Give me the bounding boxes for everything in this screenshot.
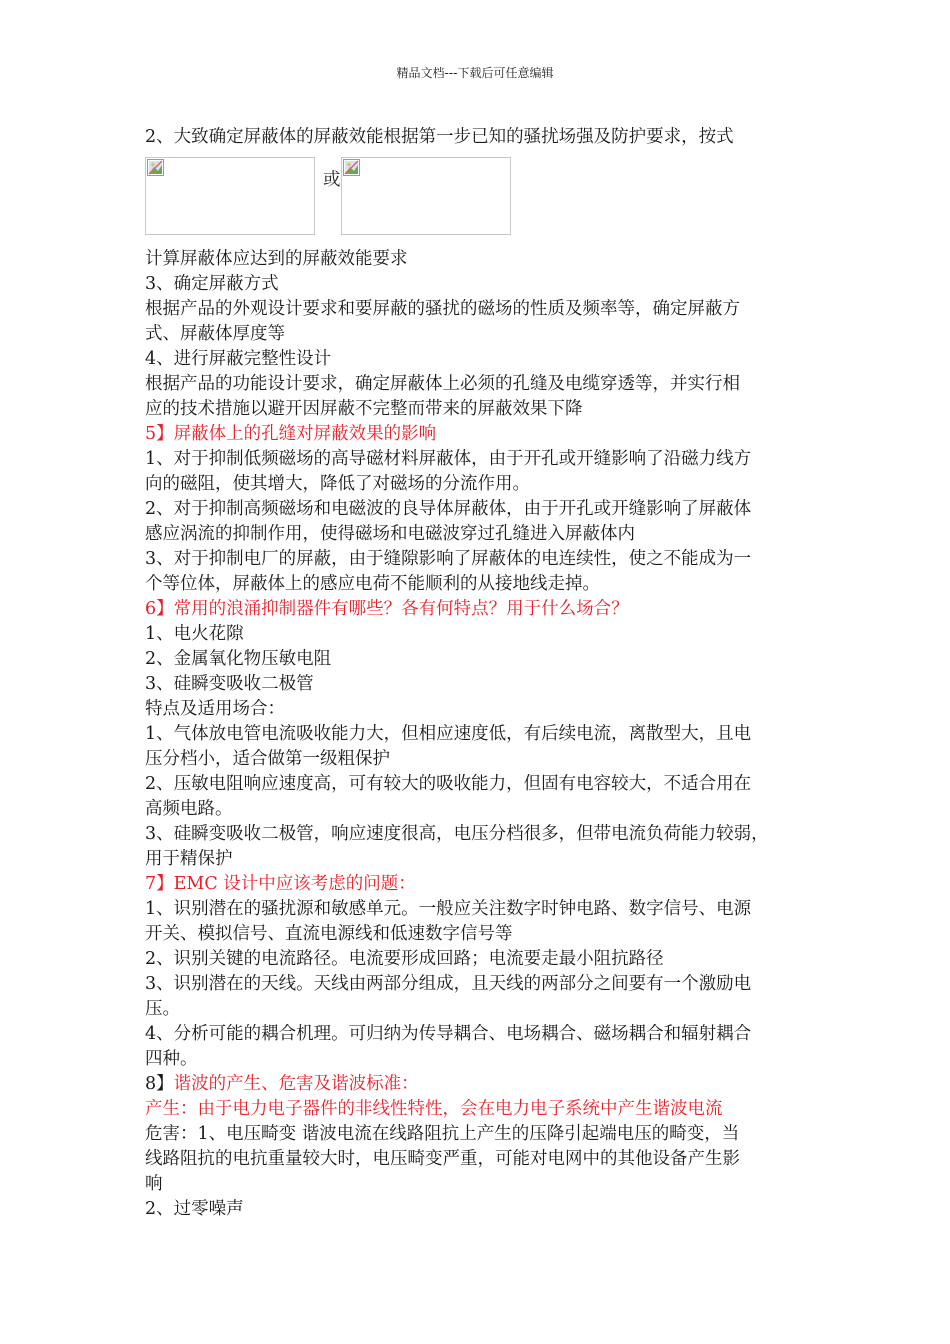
- paragraph-line: 感应涡流的抑制作用，使得磁场和电磁波穿过孔缝进入屏蔽体内: [145, 524, 635, 544]
- paragraph-line: 压分档小，适合做第一级粗保护: [145, 749, 390, 769]
- paragraph-line: 2、压敏电阻响应速度高，可有较大的吸收能力，但固有电容较大，不适合用在: [145, 774, 752, 794]
- paragraph-line: 压。: [145, 999, 180, 1019]
- paragraph-line: 式、屏蔽体厚度等: [145, 324, 285, 344]
- page-header: 精品文档---下载后可任意编辑: [396, 66, 554, 80]
- paragraph-line: 2、金属氧化物压敏电阻: [145, 649, 332, 669]
- paragraph-line: 应的技术措施以避开因屏蔽不完整而带来的屏蔽效果下降: [145, 399, 583, 419]
- paragraph-line: 开关、模拟信号、直流电源线和低速数字信号等: [145, 924, 513, 944]
- section-heading: 6】常用的浪涌抑制器件有哪些？各有何特点？用于什么场合？: [145, 599, 629, 619]
- paragraph-line: 向的磁阻，使其增大，降低了对磁场的分流作用。: [145, 474, 530, 494]
- paragraph-line: 3、硅瞬变吸收二极管，响应速度很高，电压分档很多，但带电流负荷能力较弱，: [145, 824, 769, 844]
- paragraph-line: 危害：1、电压畸变 谐波电流在线路阻抗上产生的压降引起端电压的畸变，当: [145, 1124, 740, 1144]
- section-number: 8】: [145, 1074, 174, 1094]
- paragraph-line: 4、分析可能的耦合机理。可归纳为传导耦合、电场耦合、磁场耦合和辐射耦合: [145, 1024, 752, 1044]
- paragraph-line: 根据产品的外观设计要求和要屏蔽的骚扰的磁场的性质及频率等，确定屏蔽方: [145, 299, 740, 319]
- paragraph-line: 3、识别潜在的天线。天线由两部分组成，且天线的两部分之间要有一个激励电: [145, 974, 752, 994]
- paragraph-line: 2、识别关键的电流路径。电流要形成回路；电流要走最小阻抗路径: [145, 949, 664, 969]
- paragraph-line: 2、过零噪声: [145, 1199, 244, 1219]
- section-heading-text: 谐波的产生、危害及谐波标准：: [173, 1074, 419, 1094]
- paragraph-line: 个等位体，屏蔽体上的感应电荷不能顺利的从接地线走掉。: [145, 574, 600, 594]
- broken-image-icon: [147, 159, 165, 177]
- paragraph-line: 1、对于抑制低频磁场的高导磁材料屏蔽体，由于开孔或开缝影响了沿磁力线方: [145, 449, 752, 469]
- or-text: 或: [323, 170, 341, 190]
- paragraph-line: 3、对于抑制电厂的屏蔽，由于缝隙影响了屏蔽体的电连续性，使之不能成为一: [145, 549, 752, 569]
- section-heading: [145, 1072, 825, 1097]
- formula-row: [145, 152, 825, 247]
- section-heading: 产生：由于电力电子器件的非线性特性，会在电力电子系统中产生谐波电流: [145, 1099, 723, 1119]
- paragraph-lines: [145, 247, 825, 1222]
- section-heading: 5】屏蔽体上的孔缝对屏蔽效果的影响: [145, 424, 437, 444]
- document-body: [145, 125, 825, 1222]
- paragraph-line: 1、电火花隙: [145, 624, 244, 644]
- paragraph-line: 4、进行屏蔽完整性设计: [145, 349, 332, 369]
- paragraph-line: 3、确定屏蔽方式: [145, 274, 279, 294]
- paragraph-line: 线路阻抗的电抗重量较大时，电压畸变严重，可能对电网中的其他设备产生影: [145, 1149, 740, 1169]
- paragraph-line: 根据产品的功能设计要求，确定屏蔽体上必须的孔缝及电缆穿透等，并实行相: [145, 374, 740, 394]
- paragraph-line: 1、气体放电管电流吸收能力大，但相应速度低，有后续电流，离散型大，且电: [145, 724, 752, 744]
- paragraph-line: 2、对于抑制高频磁场和电磁波的良导体屏蔽体，由于开孔或开缝影响了屏蔽体: [145, 499, 752, 519]
- broken-image-icon: [343, 159, 361, 177]
- paragraph-line: 用于精保护: [145, 849, 233, 869]
- paragraph-line: 特点及适用场合：: [145, 699, 285, 719]
- paragraph-line: 3、硅瞬变吸收二极管: [145, 674, 314, 694]
- paragraph-line: 高频电路。: [145, 799, 233, 819]
- formula-image-2: [341, 157, 511, 235]
- paragraph-line: 2、大致确定屏蔽体的屏蔽效能根据第一步已知的骚扰场强及防护要求，按式: [145, 127, 734, 147]
- section-heading: 7】EMC 设计中应该考虑的问题：: [145, 874, 416, 894]
- paragraph-line: 四种。: [145, 1049, 198, 1069]
- paragraph-line: 响: [145, 1174, 163, 1194]
- paragraph-line: 1、识别潜在的骚扰源和敏感单元。一般应关注数字时钟电路、数字信号、电源: [145, 899, 752, 919]
- paragraph-line: 计算屏蔽体应达到的屏蔽效能要求: [145, 249, 408, 269]
- formula-image-1: [145, 157, 315, 235]
